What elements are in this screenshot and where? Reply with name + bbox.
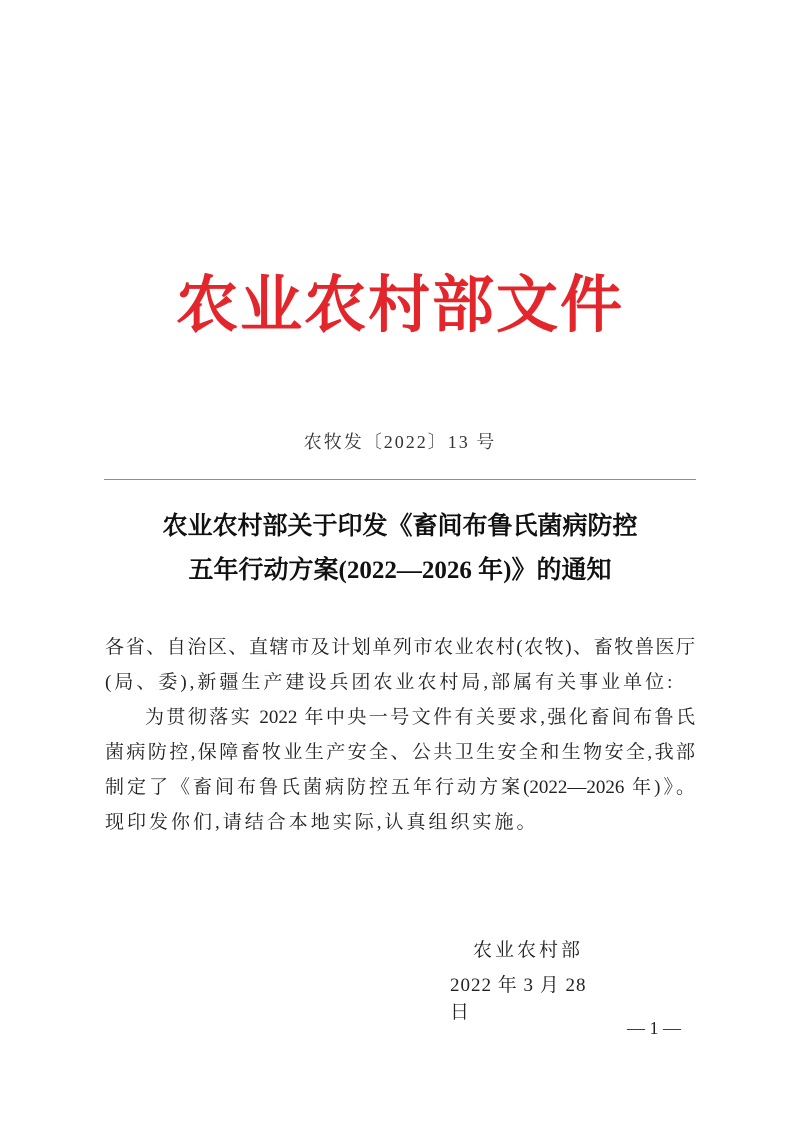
document-masthead: 农业农村部文件	[175, 272, 624, 340]
document-number: 农牧发〔2022〕13 号	[303, 432, 497, 452]
body-line: (局、委),新疆生产建设兵团农业农村局,部属有关事业单位:	[105, 672, 676, 693]
issuer-signature: 农业农村部	[472, 940, 583, 961]
red-divider	[104, 479, 696, 480]
page-number: — 1 —	[627, 1018, 681, 1038]
body-line: 制定了《畜间布鲁氏菌病防控五年行动方案(2022—2026 年)》。	[105, 777, 695, 798]
body-line: 菌病防控,保障畜牧业生产安全、公共卫生安全和生物安全,我部	[105, 742, 695, 763]
body-line: 各省、自治区、直辖市及计划单列市农业农村(农牧)、畜牧兽医厅	[105, 637, 695, 658]
body-line: 现印发你们,请结合本地实际,认真组织实施。	[105, 812, 539, 833]
body-line: 为贯彻落实 2022 年中央一号文件有关要求,强化畜间布鲁氏	[145, 707, 695, 728]
issue-date: 2022 年 3 月 28 日	[450, 975, 587, 1023]
document-title-line-1: 农业农村部关于印发《畜间布鲁氏菌病防控	[162, 513, 638, 540]
document-title-line-2: 五年行动方案(2022—2026 年)》的通知	[188, 557, 612, 584]
